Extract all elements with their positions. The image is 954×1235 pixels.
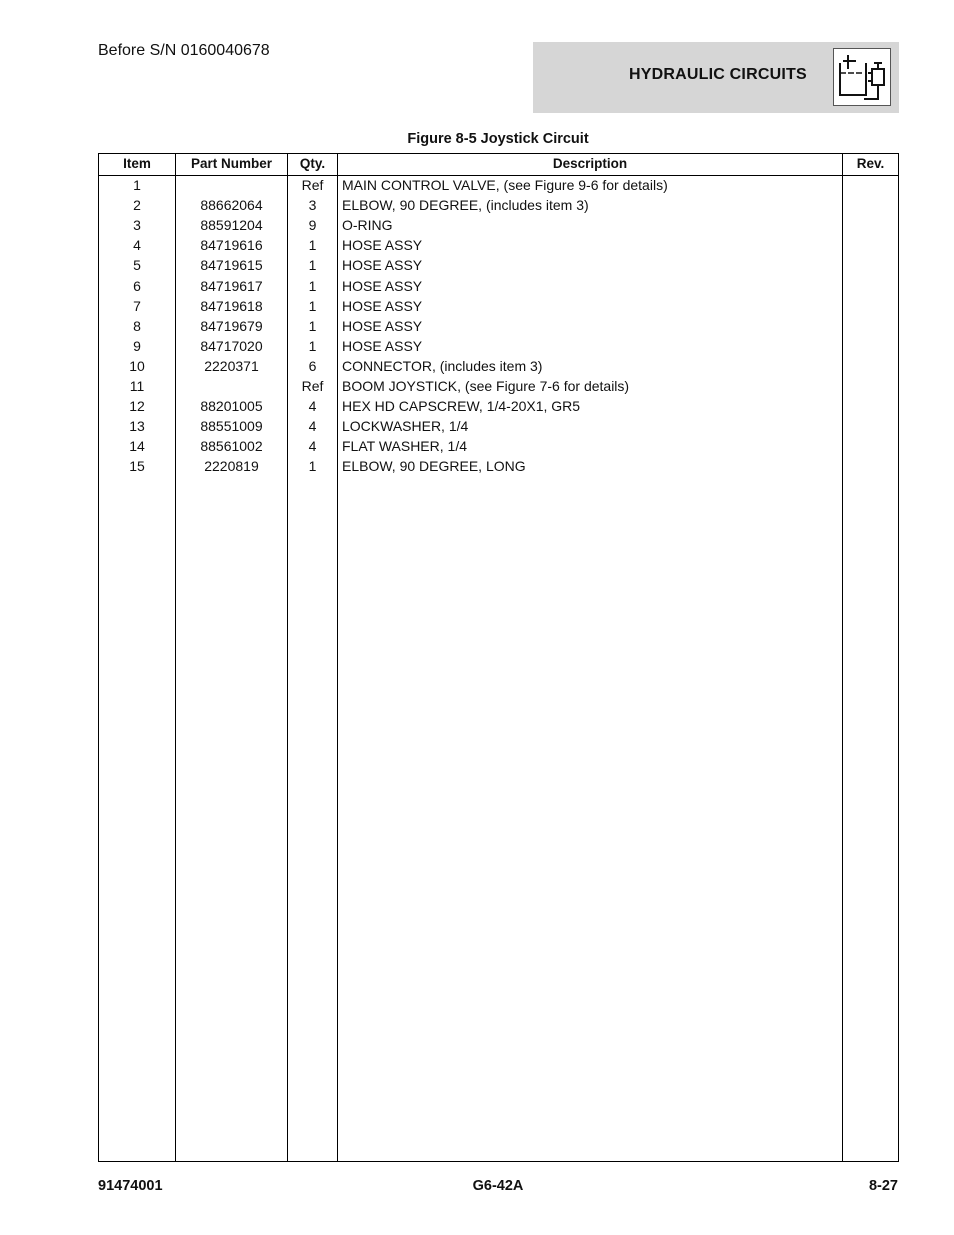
column-header-part-number: Part Number	[190, 156, 273, 171]
row-description: HOSE ASSY	[342, 237, 423, 254]
table-row	[99, 276, 898, 296]
table-row	[99, 195, 898, 215]
row-item: 13	[129, 418, 145, 435]
row-item: 14	[129, 438, 145, 455]
row-qty: 6	[308, 357, 317, 374]
row-part-number: 84719679	[200, 317, 263, 334]
row-description: ELBOW, 90 DEGREE, LONG	[342, 458, 526, 475]
column-header-item: Item	[123, 156, 151, 171]
row-qty: 4	[308, 398, 317, 415]
serial-number-note: Before S/N 0160040678	[98, 42, 270, 59]
row-item: 5	[133, 257, 141, 274]
row-qty: 1	[308, 297, 317, 314]
row-description: HOSE ASSY	[342, 277, 423, 294]
row-item: 1	[133, 177, 141, 193]
table-row	[99, 436, 898, 456]
row-part-number: 88561002	[200, 438, 263, 455]
table-row	[99, 376, 898, 396]
column-header-qty: Qty.	[299, 156, 326, 171]
column-header-description: Description	[552, 156, 628, 171]
row-part-number: 88591204	[200, 217, 263, 234]
row-part-number: 84719617	[200, 277, 263, 294]
row-description: HOSE ASSY	[342, 317, 423, 334]
row-qty: 4	[308, 418, 317, 435]
row-description: HOSE ASSY	[342, 297, 423, 314]
row-qty: 1	[308, 237, 317, 254]
row-qty: 1	[308, 337, 317, 354]
section-header	[533, 42, 899, 113]
row-description: HEX HD CAPSCREW, 1/4-20X1, GR5	[342, 398, 581, 415]
table-row	[99, 316, 898, 336]
row-qty: 1	[308, 257, 317, 274]
row-description: LOCKWASHER, 1/4	[342, 418, 469, 435]
row-item: 7	[133, 297, 141, 314]
row-part-number: 2220371	[204, 357, 259, 374]
row-description: ELBOW, 90 DEGREE, (includes item 3)	[342, 197, 589, 214]
column-header-rev: Rev.	[856, 156, 885, 171]
row-qty: Ref	[301, 378, 324, 394]
row-description: MAIN CONTROL VALVE, (see Figure 9-6 for details)	[342, 177, 668, 193]
row-qty: 1	[308, 458, 317, 475]
row-item: 12	[129, 398, 145, 415]
row-item: 10	[129, 357, 145, 374]
row-qty: 9	[308, 217, 317, 234]
table-row	[99, 215, 898, 235]
row-part-number: 84719618	[200, 297, 263, 314]
row-item: 9	[133, 337, 141, 354]
row-part-number: 84719615	[200, 257, 263, 274]
figure-title: Figure 8-5 Joystick Circuit	[407, 131, 589, 147]
hydraulic-reservoir-icon	[833, 48, 891, 106]
table-row	[99, 296, 898, 316]
row-item: 2	[133, 197, 141, 214]
table-row	[99, 356, 898, 376]
row-part-number: 88662064	[200, 197, 263, 214]
footer-model: G6-42A	[472, 1178, 524, 1194]
table-row	[99, 255, 898, 275]
row-part-number: 84717020	[200, 337, 263, 354]
row-qty: Ref	[301, 177, 324, 193]
row-part-number: 88551009	[200, 418, 263, 435]
row-item: 4	[133, 237, 141, 254]
section-title: HYDRAULIC CIRCUITS	[629, 66, 807, 83]
row-item: 8	[133, 317, 141, 334]
row-qty: 1	[308, 317, 317, 334]
row-item: 3	[133, 217, 141, 234]
row-description: O-RING	[342, 217, 393, 234]
table-row	[99, 336, 898, 356]
row-item: 15	[129, 458, 145, 475]
footer-page-number: 8-27	[868, 1178, 898, 1194]
table-row	[99, 235, 898, 255]
row-part-number: 88201005	[200, 398, 263, 415]
table-row	[99, 396, 898, 416]
table-row	[99, 456, 898, 476]
table-row	[99, 416, 898, 436]
row-description: HOSE ASSY	[342, 257, 423, 274]
footer-doc-number: 91474001	[98, 1178, 163, 1194]
row-description: HOSE ASSY	[342, 337, 423, 354]
row-qty: 3	[308, 197, 317, 214]
row-qty: 1	[308, 277, 317, 294]
row-item: 11	[129, 378, 145, 394]
row-description: FLAT WASHER, 1/4	[342, 438, 467, 455]
row-part-number: 2220819	[204, 458, 259, 475]
row-item: 6	[133, 277, 141, 294]
row-description: BOOM JOYSTICK, (see Figure 7-6 for details)	[342, 378, 630, 394]
row-description: CONNECTOR, (includes item 3)	[342, 357, 543, 374]
row-part-number: 84719616	[200, 237, 263, 254]
parts-list-table	[98, 153, 899, 1162]
table-row	[99, 175, 898, 195]
row-qty: 4	[308, 438, 317, 455]
